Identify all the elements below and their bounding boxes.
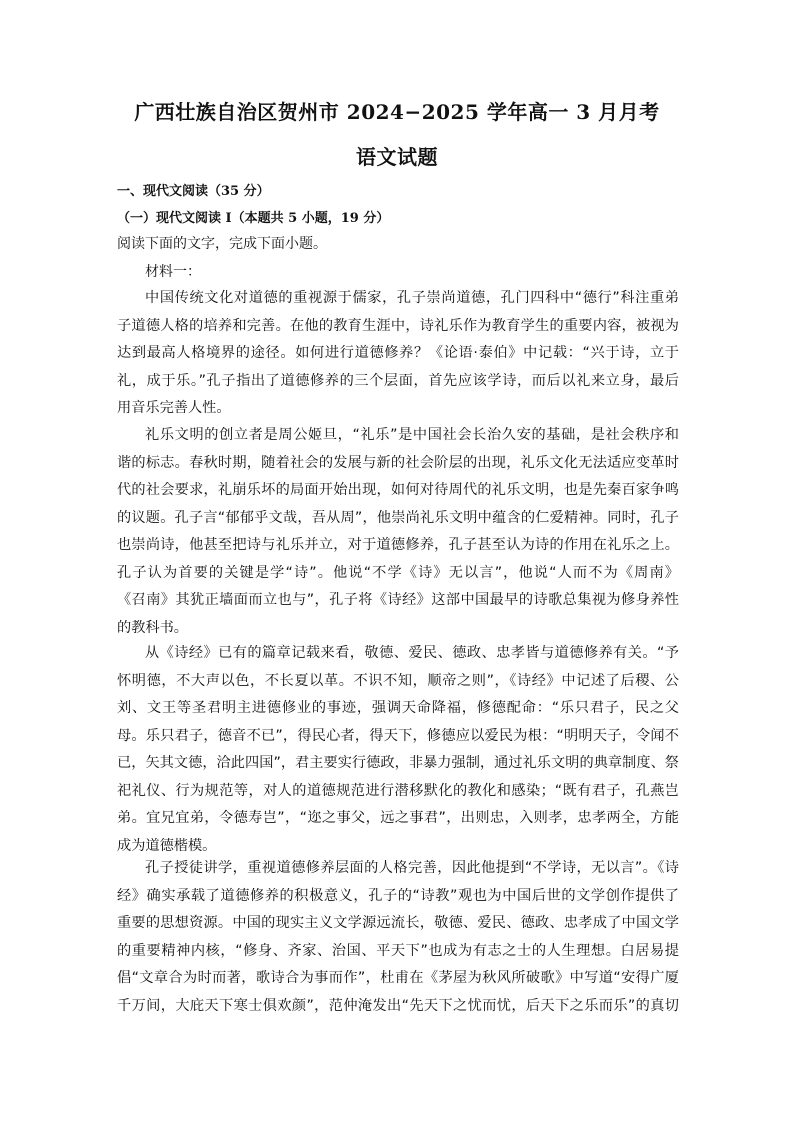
paragraph-line: 千万间，大庇天下寒士俱欢颜”，范仲淹发出“先天下之忧而忧，后天下之乐而乐”的真切	[117, 997, 679, 1014]
paragraph-line: 母。乐只君子，德音不已”，得民心者，得天下，修德应以爱民为根：“明明天子，令闻不	[117, 727, 679, 744]
reading-instruction: 阅读下面的文字，完成下面小题。	[117, 236, 327, 252]
material-label: 材料一：	[145, 264, 201, 280]
paragraph-line: 经》确实承载了道德修养的积极意义，孔子的“诗教”观也为中国后世的文学创作提供了	[117, 887, 679, 904]
paragraph-line: 谐的标志。春秋时期，随着社会的发展与新的社会阶层的出现，礼乐文化无法适应变革时	[117, 454, 679, 471]
paragraph-line: 成为道德楷模。	[117, 837, 217, 854]
paragraph-line: 已，矢其文德，洽此四国”，君主要实行德政，非暴力强制，通过礼乐文明的典章制度、祭	[117, 755, 679, 771]
paragraph-line: 代的社会要求，礼崩乐坏的局面开始出现，如何对待周代的礼乐文明，也是先秦百家争鸣	[117, 482, 679, 498]
paragraph-line: 刘、文王等圣君明主进德修业的事迹，强调天命降福，修德配命：“乐只君子，民之父	[117, 700, 679, 716]
paragraph-line: 也崇尚诗，他甚至把诗与礼乐并立，对于道德修养，孔子甚至认为诗的作用在礼乐之上。	[117, 537, 679, 553]
paragraph-line: 从《诗经》已有的篇章记载来看，敬德、爱民、德政、忠孝皆与道德修养有关。“予	[145, 645, 679, 661]
paragraph-line: 中国传统文化对道德的重视源于儒家，孔子崇尚道德，孔门四科中“德行”科注重弟	[145, 290, 679, 306]
paragraph-line: 用音乐完善人性。	[117, 400, 231, 416]
paragraph-line: 礼，成于乐。”孔子指出了道德修养的三个层面，首先应该学诗，而后以礼来立身，最后	[117, 372, 679, 389]
section-heading: 一、现代文阅读（35 分）	[117, 184, 270, 199]
document-title: 广西壮族自治区贺州市 2024−2025 学年高一 3 月月考	[134, 100, 660, 124]
paragraph-3	[117, 640, 679, 860]
paragraph-line: 的议题。孔子言“郁郁乎文哉，吾从周”，他崇尚礼乐文明中蕴含的仁爱精神。同时，孔子	[117, 509, 679, 526]
paragraph-line: 的重要精神内核，“修身、齐家、治国、平天下”也成为有志之士的人生理想。白居易提	[117, 942, 679, 959]
paragraph-line: 《召南》其犹正墙面而立也与”，孔子将《诗经》这部中国最早的诗歌总集视为修身养性	[117, 592, 679, 608]
paragraph-line: 的教科书。	[117, 619, 188, 636]
paragraph-1	[117, 285, 679, 423]
paragraph-line: 怀明德，不大声以色，不长夏以革。不识不知，顺帝之则”，《诗经》中记述了后稷、公	[117, 672, 679, 689]
paragraph-line: 子道德人格的培养和完善。在他的教育生涯中，诗礼乐作为教育学生的重要内容，被视为	[117, 317, 679, 334]
subsection-heading: （一）现代文阅读 I（本题共 5 小题，19 分）	[117, 211, 390, 226]
paragraph-line: 祀礼仪、行为规范等，对人的道德规范进行潜移默化的教化和感染；“既有君子，孔燕岂	[117, 782, 679, 799]
paragraph-line: 孔子授徒讲学，重视道德修养层面的人格完善，因此他提到“不学诗，无以言”。《诗	[145, 860, 679, 876]
paragraph-2	[117, 422, 679, 642]
document-subtitle: 语文试题	[356, 145, 438, 169]
paragraph-4	[117, 855, 679, 1020]
paragraph-line: 孔子认为首要的关键是学“诗”。他说“不学《诗》无以言”，他说“人而不为《周南》	[117, 564, 679, 581]
paragraph-line: 达到最高人格境界的途径。如何进行道德修养？《论语·泰伯》中记载：“兴于诗，立于	[117, 345, 679, 361]
paragraph-line: 弟。宜兄宜弟，令德寿岂”，“迩之事父，远之事君”，出则忠，入则孝，忠孝两全，方能	[117, 810, 679, 826]
paragraph-line: 倡“文章合为时而著，歌诗合为事而作”，杜甫在《茅屋为秋风所破歌》中写道“安得广厦	[117, 970, 679, 986]
paragraph-line: 礼乐文明的创立者是周公姬旦，“礼乐”是中国社会长治久安的基础，是社会秩序和	[145, 427, 679, 443]
paragraph-line: 重要的思想资源。中国的现实主义文学源远流长，敬德、爱民、德政、忠孝成了中国文学	[117, 915, 679, 931]
